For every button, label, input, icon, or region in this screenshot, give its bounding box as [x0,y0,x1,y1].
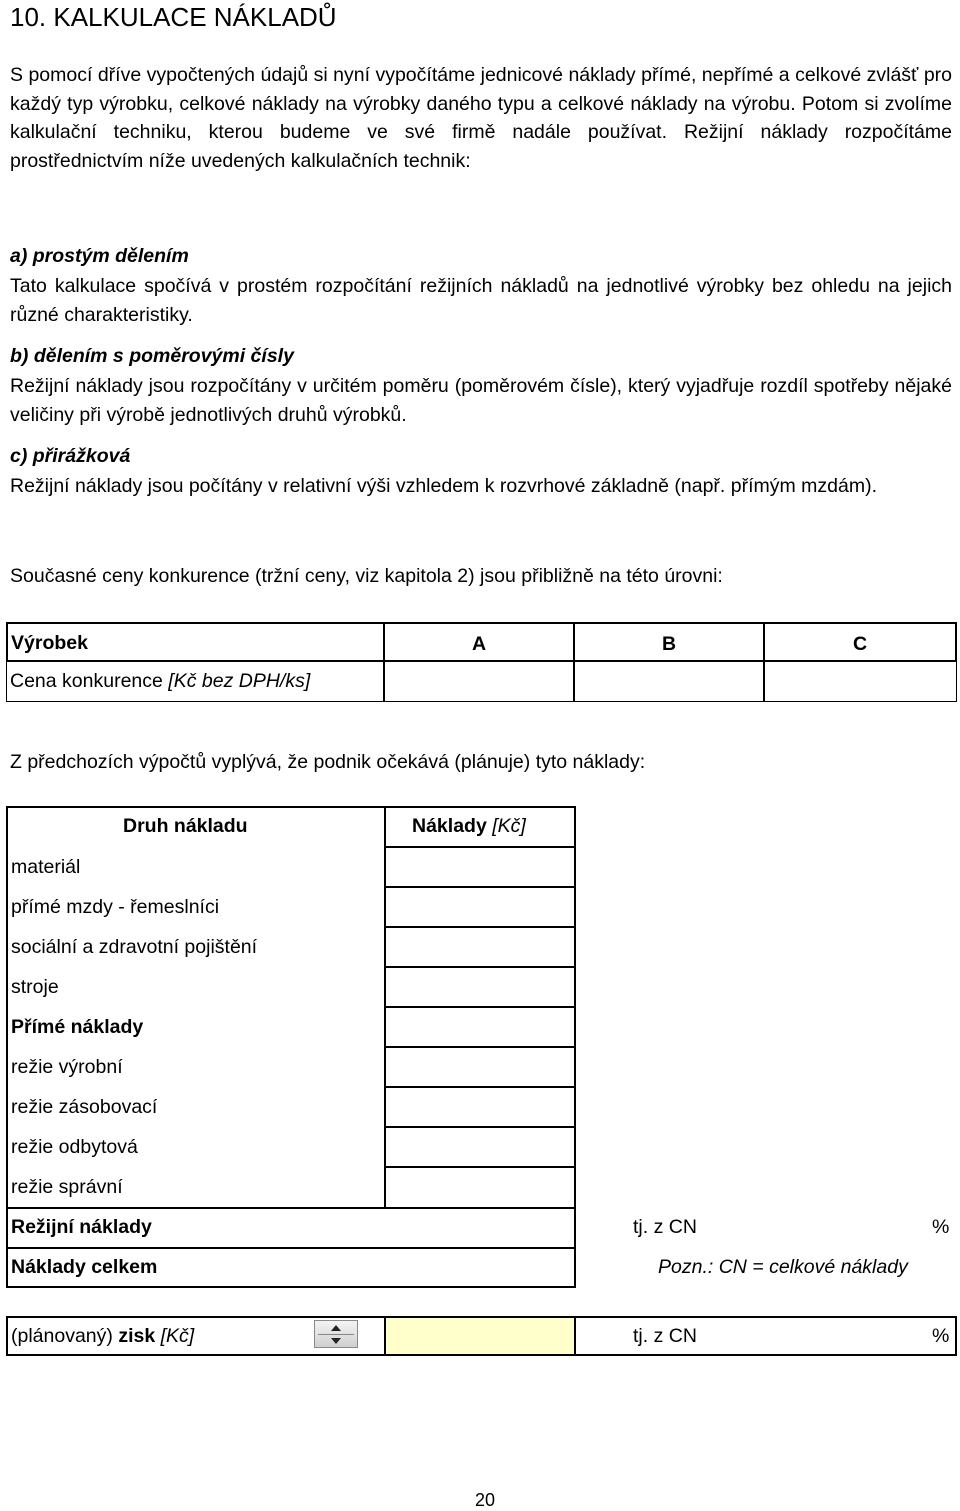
competitor-intro: Současné ceny konkurence (tržní ceny, viz kapitola 2) jsou přibližně na této úrovni: [10,565,723,587]
profit-row [6,1316,957,1356]
cost-row-divider [384,1166,576,1168]
method-a-text: Tato kalkulace spočívá v prostém rozpočítání režijních nákladů na jednotlivé výrobky bez ohledu na jejich různé charakteristiky. [10,275,952,326]
costs-header-divider [384,846,576,848]
cost-row-label: režie výrobní [11,1056,123,1078]
cost-row-divider [384,926,576,928]
overhead-row-divider [6,1207,576,1209]
cost-row-label: stroje [11,976,59,998]
total-costs-label: Náklady celkem [11,1256,158,1278]
direct-costs-label: Přímé náklady [11,1016,144,1038]
profit-share-label: tj. z CN [633,1325,697,1347]
competitor-price-b-input[interactable] [573,662,765,702]
method-c-heading: c) přirážková [10,445,131,467]
costs-intro: Z předchozích výpočtů vyplývá, že podnik očekává (plánuje) tyto náklady: [10,751,646,773]
cost-type-header: Druh nákladu [123,815,248,837]
profit-label: (plánovaný) zisk [Kč] [11,1325,195,1347]
product-b-header: B [573,622,765,662]
cost-row-divider [384,1046,576,1048]
competitor-price-c-input[interactable] [763,662,957,702]
method-c-text: Režijní náklady jsou počítány v relativní výši vzhledem k rozvrhové základně (např. přímým mzdám). [10,475,877,497]
overhead-share-label: tj. z CN [633,1216,697,1238]
intro-paragraph: S pomocí dříve vypočtených údajů si nyní vypočítáme jednicové náklady přímé, nepřímé a celkové zvlášť pro každý typ výrobku, celkové náklady na výrobky daného typu a celkové náklady na výrobu. Potom si zvolíme kalkulační techniku, kterou budeme ve své firmě nadále používat. Režijní náklady rozpočítáme prostřednictvím níže uvedených kalkulačních technik: [10,64,952,172]
spin-up-icon[interactable] [331,1325,341,1331]
cost-row-label: režie odbytová [11,1136,138,1158]
cost-row-label: sociální a zdravotní pojištění [11,936,258,958]
product-header-label: Výrobek [6,622,385,662]
cost-row-label: režie správní [11,1176,123,1198]
overhead-percent-sign: % [932,1216,950,1238]
cost-row-divider [384,966,576,968]
cost-amount-header: Náklady [Kč] [412,815,526,837]
cost-row-label: materiál [11,856,81,878]
total-row-divider [6,1247,576,1249]
cost-row-label: režie zásobovací [11,1096,158,1118]
cost-row-divider [384,1086,576,1088]
cost-row-divider [384,886,576,888]
cn-note: Pozn.: CN = celkové náklady [658,1256,908,1278]
spin-down-icon[interactable] [331,1338,341,1344]
cost-row-label: přímé mzdy - řemeslníci [11,896,220,918]
overhead-costs-label: Režijní náklady [11,1216,152,1238]
competitor-price-table [6,622,957,702]
product-a-header: A [383,622,575,662]
page-number: 20 [475,1490,496,1510]
method-b-text: Režijní náklady jsou rozpočítány v určitém poměru (poměrovém čísle), který vyjadřuje rozdíl spotřeby nějaké veličiny při výrobě jednotlivých druhů výrobků. [10,375,952,426]
page-title: 10. KALKULACE NÁKLADŮ [10,2,337,32]
cost-row-divider [384,1126,576,1128]
profit-percent-sign: % [932,1325,950,1347]
competitor-price-a-input[interactable] [383,662,575,702]
spinner-icon[interactable] [314,1320,358,1348]
method-b-heading: b) dělením s poměrovými čísly [10,345,294,367]
method-a-heading: a) prostým dělením [10,245,189,267]
cost-row-divider [384,1006,576,1008]
product-c-header: C [763,622,957,662]
profit-input[interactable] [384,1316,576,1356]
competitor-price-label: Cena konkurence [Kč bez DPH/ks] [6,662,385,702]
profit-share-cell [574,1316,957,1356]
